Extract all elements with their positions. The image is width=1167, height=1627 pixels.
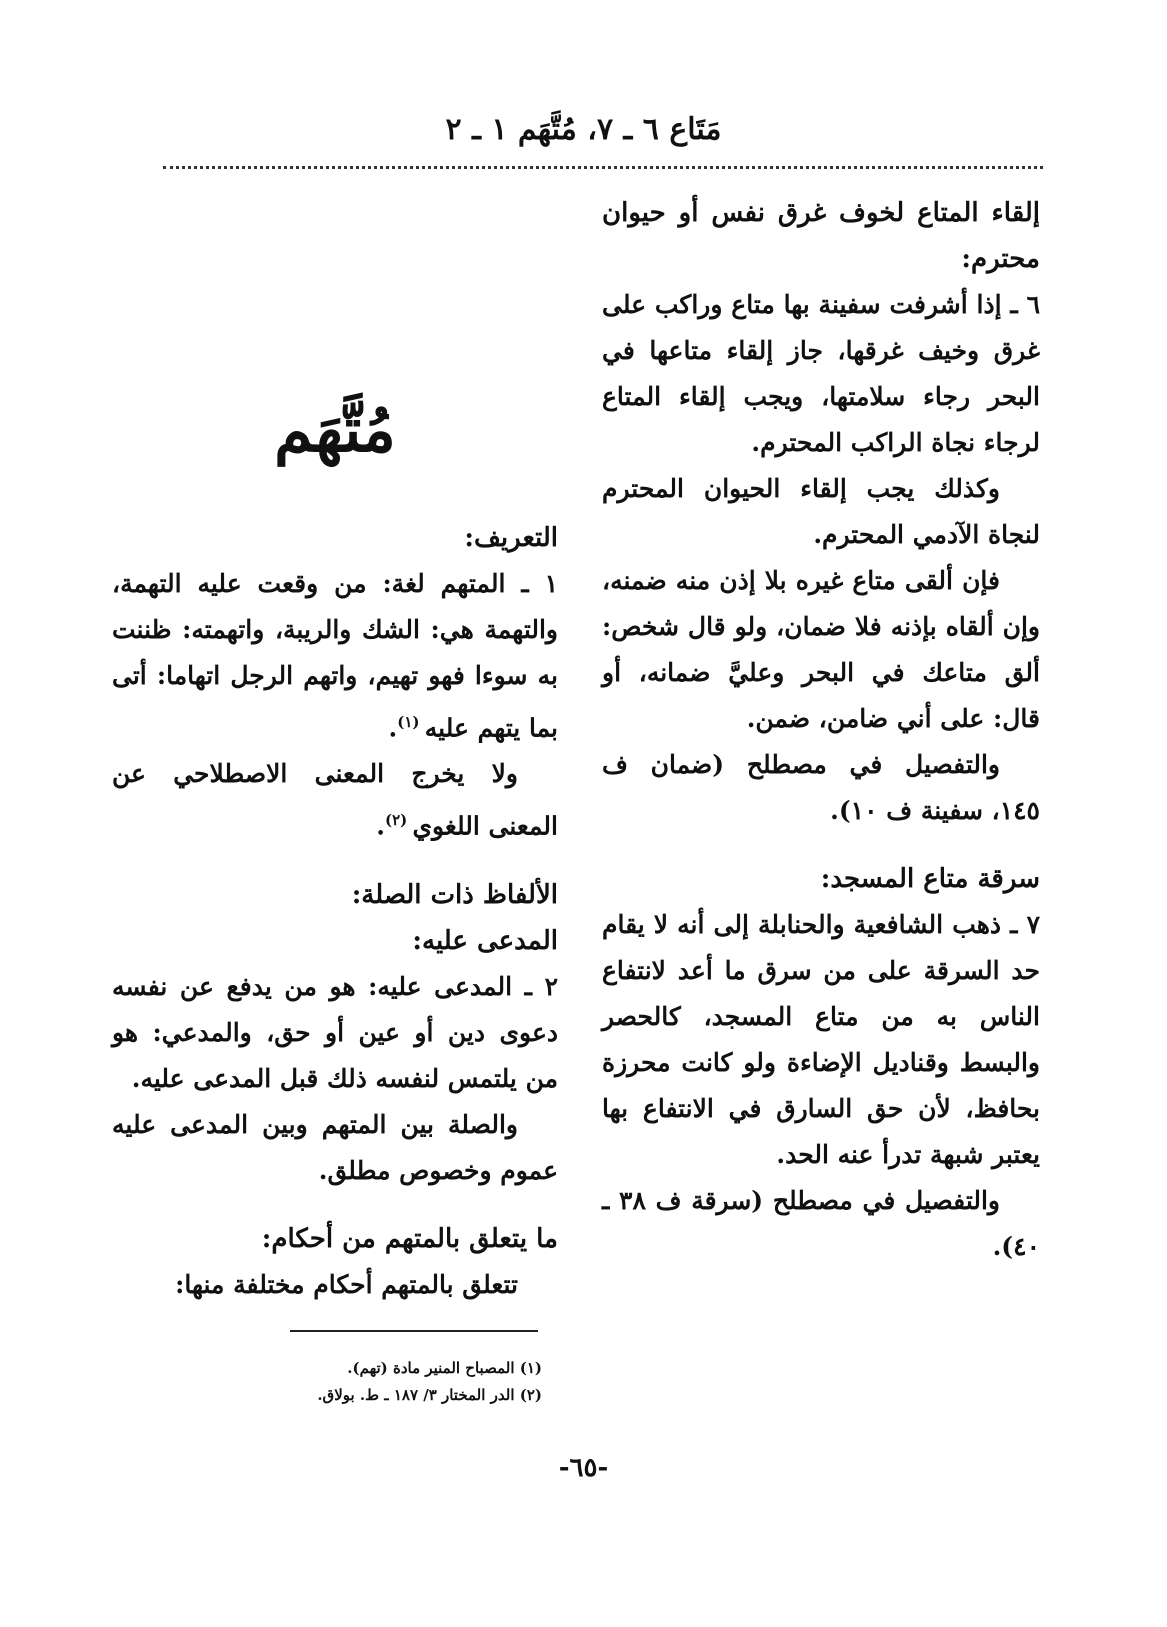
- left-column-body: [112, 515, 558, 1308]
- paragraph-text: الألفاظ ذات الصلة:: [351, 879, 558, 910]
- section-heading: [112, 1216, 558, 1262]
- paragraph: [112, 1262, 558, 1308]
- footnotes: [112, 1355, 542, 1409]
- footnote-item: (١) المصباح المنير مادة (تهم).: [347, 1359, 542, 1377]
- paragraph-text: والتفصيل في مصطلح (ضمان ف ١٤٥، سفينة ف ١٠).: [602, 750, 1040, 825]
- section-heading: [602, 190, 1040, 282]
- paragraph-text: فإن ألقى متاع غيره بلا إذن منه ضمنه، وإن ألقاه بإذنه فلا ضمان، ولو قال شخص: ألق متاعك في البحر وعليَّ ضمانه، أو قال: على أني ضامن، ضمن.: [602, 566, 1040, 733]
- paragraph-text: ٦ ـ إذا أشرفت سفينة بها متاع وراكب على غرق وخيف غرقها، جاز إلقاء متاعها في البحر رجاء سلامتها، ويجب إلقاء المتاع لرجاء نجاة الراكب المحترم.: [602, 290, 1040, 457]
- paragraph-text: والتفصيل في مصطلح (سرقة ف ٣٨ ـ ٤٠).: [602, 1186, 1040, 1261]
- paragraph: [112, 964, 558, 1102]
- running-head: مَتَاع ٦ ـ ٧، مُتَّهَم ١ ـ ٢: [445, 112, 722, 147]
- paragraph: [602, 466, 1040, 558]
- paragraph: [602, 902, 1040, 1178]
- section-heading: [112, 872, 558, 918]
- paragraph-text: والصلة بين المتهم وبين المدعى عليه عموم وخصوص مطلق.: [112, 1109, 558, 1185]
- paragraph-text: سرقة متاع المسجد:: [820, 864, 1040, 894]
- right-column: [602, 190, 1040, 1270]
- spacer: [602, 834, 1040, 856]
- paragraph-text: ١ ـ المتهم لغة: من وقعت عليه التهمة، والتهمة هي: الشك والريبة، واتهمته: ظننت به سوءا فهو تهيم، واتهم الرجل اتهاما: أتى بما يتهم عليه: [112, 569, 558, 743]
- section-heading: [112, 918, 558, 964]
- paragraph: [602, 1178, 1040, 1270]
- paragraph: ولا يخرج المعنى الاصطلاحي عن المعنى اللغوي $^{(٢)}$.: [112, 759, 558, 841]
- section-heading: [112, 515, 558, 561]
- paragraph: [602, 282, 1040, 466]
- footnote-item: (٢) الدر المختار ٣/ ١٨٧ ـ ط. بولاق.: [317, 1386, 542, 1404]
- paragraph-text: ٧ ـ ذهب الشافعية والحنابلة إلى أنه لا يقام حد السرقة على من سرق ما أعد لانتفاع الناس به من متاع المسجد، كالحصر والبسط وقناديل الإضاءة ولو كانت محرزة بحافظ، لأن حق السارق في الانتفاع بها يعتبر شبهة تدرأ عنه الحد.: [602, 910, 1040, 1169]
- paragraph-text: المدعى عليه:: [412, 925, 558, 956]
- entry-title: مُتَّهَم: [274, 393, 396, 466]
- paragraph: [602, 558, 1040, 742]
- paragraph-text: وكذلك يجب إلقاء الحيوان المحترم لنجاة الآدمي المحترم.: [602, 474, 1040, 549]
- paragraph-text: التعريف:: [464, 523, 558, 553]
- footnote-marker: (١): [397, 713, 425, 731]
- spacer: [112, 850, 558, 872]
- section-heading: [602, 856, 1040, 902]
- page-number: -٦٥-: [558, 1453, 609, 1483]
- header-dotted-rule: [163, 166, 1043, 169]
- footnote-rule: [290, 1330, 538, 1332]
- paragraph: [112, 1102, 558, 1194]
- spacer: [112, 1194, 558, 1216]
- paragraph-text: ما يتعلق بالمتهم من أحكام:: [261, 1223, 558, 1254]
- paragraph-text: ولا يخرج المعنى الاصطلاحي عن المعنى اللغوي: [112, 759, 558, 841]
- footnote-marker: (٢): [384, 811, 413, 830]
- paragraph: [602, 742, 1040, 834]
- paragraph-text: تتعلق بالمتهم أحكام مختلفة منها:: [175, 1269, 518, 1299]
- paragraph-text: ٢ ـ المدعى عليه: هو من يدفع عن نفسه دعوى دين أو عين أو حق، والمدعي: هو من يلتمس لنفسه ذلك قبل المدعى عليه.: [112, 971, 558, 1093]
- paragraph: ١ ـ المتهم لغة: من وقعت عليه التهمة، والتهمة هي: الشك والريبة، واتهمته: ظننت به سوءا فهو تهيم، واتهم الرجل اتهاما: أتى بما يتهم عليه $^{(١)}$.: [112, 569, 558, 743]
- paragraph-text: إلقاء المتاع لخوف غرق نفس أو حيوان محترم:: [602, 198, 1040, 274]
- left-column: [112, 385, 558, 1308]
